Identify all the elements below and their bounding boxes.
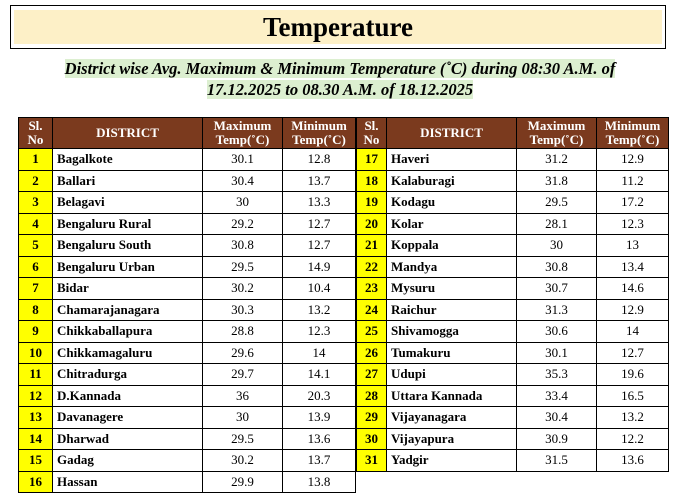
min-temp-cell: 13.8 [283, 471, 356, 493]
sl-no-cell: 30 [357, 428, 387, 450]
table-row [357, 407, 669, 429]
sl-no-cell: 31 [357, 450, 387, 472]
min-temp-cell: 12.7 [283, 213, 356, 235]
table-row [19, 192, 356, 214]
max-temp-cell: 30.1 [203, 149, 283, 171]
district-cell: Belagavi [53, 192, 203, 214]
max-temp-cell: 35.3 [517, 364, 597, 386]
table-row [357, 321, 669, 343]
sl-no-cell: 22 [357, 256, 387, 278]
max-temp-cell: 29.5 [203, 256, 283, 278]
table-row [19, 342, 356, 364]
header-max-temp: Maximum Temp(˚C) [517, 118, 597, 149]
table-row [19, 321, 356, 343]
subtitle-line-2: 17.12.2025 to 08.30 A.M. of 18.12.2025 [206, 80, 474, 99]
table-header-row [357, 118, 669, 149]
min-temp-cell: 13.6 [597, 450, 669, 472]
sl-no-cell: 29 [357, 407, 387, 429]
max-temp-cell: 30.9 [517, 428, 597, 450]
table-row [357, 364, 669, 386]
district-cell: Mandya [387, 256, 517, 278]
max-temp-cell: 30.2 [203, 278, 283, 300]
sl-no-cell: 18 [357, 170, 387, 192]
table-header-row [19, 118, 356, 149]
header-sl-no: Sl. No [357, 118, 387, 149]
sl-no-cell: 27 [357, 364, 387, 386]
sl-no-cell: 20 [357, 213, 387, 235]
min-temp-cell: 13 [597, 235, 669, 257]
sl-no-cell: 2 [19, 170, 53, 192]
header-district: DISTRICT [53, 118, 203, 149]
min-temp-cell: 13.3 [283, 192, 356, 214]
header-min-temp: Minimum Temp(˚C) [283, 118, 356, 149]
sl-no-cell: 9 [19, 321, 53, 343]
max-temp-cell: 31.3 [517, 299, 597, 321]
title-band [14, 10, 662, 44]
district-cell: Gadag [53, 450, 203, 472]
max-temp-cell: 28.1 [517, 213, 597, 235]
district-cell: Vijayapura [387, 428, 517, 450]
max-temp-cell: 29.6 [203, 342, 283, 364]
max-temp-cell: 30.1 [517, 342, 597, 364]
sl-no-cell: 12 [19, 385, 53, 407]
sl-no-cell: 13 [19, 407, 53, 429]
district-cell: Mysuru [387, 278, 517, 300]
min-temp-cell: 19.6 [597, 364, 669, 386]
min-temp-cell: 12.9 [597, 149, 669, 171]
district-cell: Raichur [387, 299, 517, 321]
max-temp-cell: 31.2 [517, 149, 597, 171]
table-row [19, 235, 356, 257]
table-row [357, 450, 669, 472]
sl-no-cell: 1 [19, 149, 53, 171]
min-temp-cell: 12.9 [597, 299, 669, 321]
table-row [19, 385, 356, 407]
table-row [19, 450, 356, 472]
district-cell: Kolar [387, 213, 517, 235]
min-temp-cell: 12.2 [597, 428, 669, 450]
max-temp-cell: 30.6 [517, 321, 597, 343]
sl-no-cell: 5 [19, 235, 53, 257]
table-row [19, 428, 356, 450]
header-district: DISTRICT [387, 118, 517, 149]
max-temp-cell: 30.4 [203, 170, 283, 192]
district-cell: Haveri [387, 149, 517, 171]
district-cell: Ballari [53, 170, 203, 192]
sl-no-cell: 26 [357, 342, 387, 364]
max-temp-cell: 30 [517, 235, 597, 257]
subtitle-line-1: District wise Avg. Maximum & Minimum Temperature (˚C) during 08:30 A.M. of [64, 59, 616, 78]
min-temp-cell: 13.6 [283, 428, 356, 450]
max-temp-cell: 29.7 [203, 364, 283, 386]
district-cell: Hassan [53, 471, 203, 493]
sl-no-cell: 4 [19, 213, 53, 235]
sl-no-cell: 19 [357, 192, 387, 214]
max-temp-cell: 29.5 [517, 192, 597, 214]
temperature-table-left [18, 117, 356, 493]
district-cell: Bengaluru Urban [53, 256, 203, 278]
table-row [357, 256, 669, 278]
sl-no-cell: 11 [19, 364, 53, 386]
district-cell: D.Kannada [53, 385, 203, 407]
district-cell: Chikkamagaluru [53, 342, 203, 364]
district-cell: Bengaluru Rural [53, 213, 203, 235]
table-row [357, 192, 669, 214]
min-temp-cell: 11.2 [597, 170, 669, 192]
table-row [357, 213, 669, 235]
max-temp-cell: 30.3 [203, 299, 283, 321]
district-cell: Bengaluru South [53, 235, 203, 257]
district-cell: Shivamogga [387, 321, 517, 343]
district-cell: Bagalkote [53, 149, 203, 171]
max-temp-cell: 33.4 [517, 385, 597, 407]
min-temp-cell: 14.1 [283, 364, 356, 386]
table-row [19, 149, 356, 171]
max-temp-cell: 30.8 [203, 235, 283, 257]
min-temp-cell: 14 [597, 321, 669, 343]
header-min-temp: Minimum Temp(˚C) [597, 118, 669, 149]
table-row [357, 170, 669, 192]
table-row [357, 428, 669, 450]
max-temp-cell: 31.8 [517, 170, 597, 192]
district-cell: Uttara Kannada [387, 385, 517, 407]
table-row [19, 407, 356, 429]
min-temp-cell: 13.9 [283, 407, 356, 429]
header-sl-no: Sl. No [19, 118, 53, 149]
min-temp-cell: 12.7 [283, 235, 356, 257]
table-row [357, 342, 669, 364]
district-cell: Vijayanagara [387, 407, 517, 429]
table-row [19, 471, 356, 493]
sl-no-cell: 24 [357, 299, 387, 321]
min-temp-cell: 14.6 [597, 278, 669, 300]
district-cell: Chamarajanagara [53, 299, 203, 321]
min-temp-cell: 12.7 [597, 342, 669, 364]
max-temp-cell: 29.9 [203, 471, 283, 493]
table-row [19, 299, 356, 321]
table-row [357, 235, 669, 257]
sl-no-cell: 16 [19, 471, 53, 493]
table-row [357, 149, 669, 171]
min-temp-cell: 13.2 [597, 407, 669, 429]
min-temp-cell: 17.2 [597, 192, 669, 214]
subtitle [0, 58, 680, 100]
table-row [357, 278, 669, 300]
min-temp-cell: 12.3 [597, 213, 669, 235]
max-temp-cell: 30.7 [517, 278, 597, 300]
page-title: Temperature [263, 11, 413, 42]
sl-no-cell: 14 [19, 428, 53, 450]
district-cell: Bidar [53, 278, 203, 300]
max-temp-cell: 31.5 [517, 450, 597, 472]
sl-no-cell: 3 [19, 192, 53, 214]
table-row [357, 385, 669, 407]
sl-no-cell: 7 [19, 278, 53, 300]
district-cell: Chikkaballapura [53, 321, 203, 343]
min-temp-cell: 12.8 [283, 149, 356, 171]
max-temp-cell: 30.8 [517, 256, 597, 278]
table-row [19, 278, 356, 300]
header-max-temp: Maximum Temp(˚C) [203, 118, 283, 149]
min-temp-cell: 13.2 [283, 299, 356, 321]
table-row [19, 170, 356, 192]
title-box [10, 5, 666, 49]
max-temp-cell: 28.8 [203, 321, 283, 343]
min-temp-cell: 13.4 [597, 256, 669, 278]
district-cell: Udupi [387, 364, 517, 386]
district-cell: Kalaburagi [387, 170, 517, 192]
max-temp-cell: 30 [203, 407, 283, 429]
max-temp-cell: 29.2 [203, 213, 283, 235]
max-temp-cell: 30.4 [517, 407, 597, 429]
sl-no-cell: 21 [357, 235, 387, 257]
table-row [19, 256, 356, 278]
table-row [19, 364, 356, 386]
sl-no-cell: 6 [19, 256, 53, 278]
district-cell: Kodagu [387, 192, 517, 214]
district-cell: Davanagere [53, 407, 203, 429]
min-temp-cell: 13.7 [283, 450, 356, 472]
district-cell: Chitradurga [53, 364, 203, 386]
min-temp-cell: 14 [283, 342, 356, 364]
sl-no-cell: 8 [19, 299, 53, 321]
min-temp-cell: 14.9 [283, 256, 356, 278]
max-temp-cell: 36 [203, 385, 283, 407]
table-row [19, 213, 356, 235]
min-temp-cell: 20.3 [283, 385, 356, 407]
sl-no-cell: 10 [19, 342, 53, 364]
min-temp-cell: 12.3 [283, 321, 356, 343]
table-row [357, 299, 669, 321]
sl-no-cell: 17 [357, 149, 387, 171]
sl-no-cell: 25 [357, 321, 387, 343]
sl-no-cell: 28 [357, 385, 387, 407]
max-temp-cell: 29.5 [203, 428, 283, 450]
district-cell: Tumakuru [387, 342, 517, 364]
min-temp-cell: 10.4 [283, 278, 356, 300]
max-temp-cell: 30.2 [203, 450, 283, 472]
sl-no-cell: 15 [19, 450, 53, 472]
district-cell: Koppala [387, 235, 517, 257]
district-cell: Dharwad [53, 428, 203, 450]
min-temp-cell: 13.7 [283, 170, 356, 192]
sl-no-cell: 23 [357, 278, 387, 300]
min-temp-cell: 16.5 [597, 385, 669, 407]
temperature-table-right [356, 117, 669, 472]
max-temp-cell: 30 [203, 192, 283, 214]
district-cell: Yadgir [387, 450, 517, 472]
